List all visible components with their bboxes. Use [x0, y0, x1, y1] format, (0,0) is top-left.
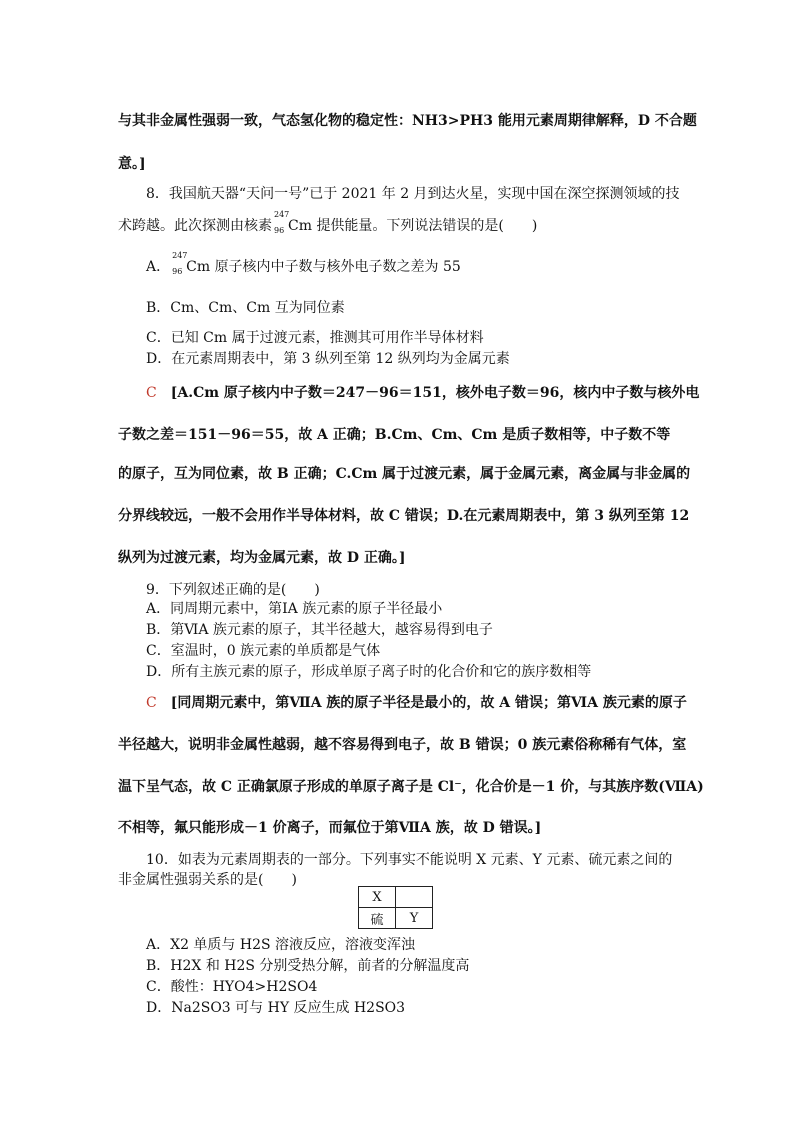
q8-option-b-text: Cm、Cm、Cm 互为同位素 [170, 300, 345, 316]
q8-option-c: C．已知 Cm 属于过渡元素，推测其可用作半导体材料 [146, 330, 484, 346]
periodic-table-fragment [358, 886, 433, 929]
table-cell-y: Y [396, 908, 433, 929]
q8-exp1-text: [A.Cm 原子核内中子数＝247－96＝151，核外电子数＝96，核内中子数与核外电 [170, 385, 700, 401]
q9-exp1-text: [同周期元素中，第ⅦA 族的原子半径是最小的，故 A 错误；第ⅥA 族元素的原子 [170, 695, 687, 711]
q8-stem-line1: 8．我国航天器“天问一号”已于 2021 年 2 月到达火星，实现中国在深空探测领域的技 [146, 186, 680, 202]
table-cell-empty [396, 887, 433, 908]
q9-explanation-line2: 半径越大，说明非金属性越弱，越不容易得到电子，故 B 错误；0 族元素俗称稀有气体，室 [118, 737, 687, 753]
q9-explanation-line4: 不相等，氟只能形成－1 价离子，而氟位于第ⅦA 族，故 D 错误。] [118, 820, 542, 836]
prev-explanation-line1: 与其非金属性强弱一致，气态氢化物的稳定性：NH3>PH3 能用元素周期律解释，D 不合题 [118, 113, 697, 129]
nuclide-symbol-a: 247 96 [172, 251, 188, 276]
q8-option-b: B．Cm、Cm、Cm 互为同位素 [146, 300, 345, 316]
q9-answer: C [146, 695, 157, 711]
q9-option-c: C．室温时，0 族元素的单质都是气体 [146, 643, 381, 659]
q9-option-a: A．同周期元素中，第ⅠA 族元素的原子半径最小 [146, 601, 443, 617]
table-cell-x: X [359, 887, 396, 908]
q8-explanation-line5: 纵列为过渡元素，均为金属元素，故 D 正确。] [118, 550, 406, 566]
q8-option-a-text: Cm 原子核内中子数与核外电子数之差为 55 [186, 259, 461, 275]
prev-explanation-line2: 意。] [118, 156, 146, 172]
q9-option-d: D．所有主族元素的原子，形成单原子离子时的化合价和它的族序数相等 [146, 664, 592, 680]
q10-option-c: C．酸性：HYO4>H2SO4 [146, 979, 318, 995]
q8-explanation-line3: 的原子，互为同位素，故 B 正确；C.Cm 属于过渡元素，属于金属元素，离金属与非金属的 [118, 466, 691, 482]
q8-explanation-line4: 分界线较远，一般不会用作半导体材料，故 C 错误；D.在元素周期表中，第 3 纵列至第 12 [118, 508, 690, 524]
q10-option-a: A．X2 单质与 H2S 溶液反应，溶液变浑浊 [146, 937, 416, 953]
nuclide-z: 96 [274, 226, 285, 235]
q8-stem-part1: 术跨越。此次探测由核素 [118, 218, 272, 234]
q10-option-d: D．Na2SO3 可与 HY 反应生成 H2SO3 [146, 1000, 406, 1016]
q8-answer: C [146, 385, 157, 401]
table-cell-sulfur: 硫 [359, 908, 396, 929]
q8-explanation-line2: 子数之差＝151－96＝55，故 A 正确；B.Cm、Cm、Cm 是质子数相等，中子数不等 [118, 427, 671, 443]
q8-option-d: D．在元素周期表中，第 3 纵列至第 12 纵列均为金属元素 [146, 351, 510, 367]
q10-option-b: B．H2X 和 H2S 分别受热分解，前者的分解温度高 [146, 958, 470, 974]
q10-stem-line1: 10．如表为元素周期表的一部分。下列事实不能说明 X 元素、Y 元素、硫元素之间的 [146, 852, 673, 868]
q10-stem-line2: 非金属性强弱关系的是( ) [118, 872, 297, 888]
q9-option-b: B．第ⅥA 族元素的原子，其半径越大，越容易得到电子 [146, 622, 493, 638]
q9-stem: 9．下列叙述正确的是( ) [146, 582, 320, 598]
q9-explanation-line1 [146, 692, 687, 712]
q8-stem-part2: Cm 提供能量。下列说法错误的是( ) [288, 218, 538, 234]
q8-option-a: A． 247 96 Cm 原子核内中子数与核外电子数之差为 55 [146, 251, 461, 276]
q8-explanation-line1 [146, 382, 699, 402]
nuclide-mass: 247 [274, 210, 290, 219]
nuclide-symbol [274, 210, 290, 235]
q8-stem-line2 [118, 210, 538, 235]
q9-explanation-line3: 温下呈气态，故 C 正确氯原子形成的单原子离子是 Cl⁻，化合价是－1 价，与其族序数(ⅦA) [118, 779, 704, 795]
